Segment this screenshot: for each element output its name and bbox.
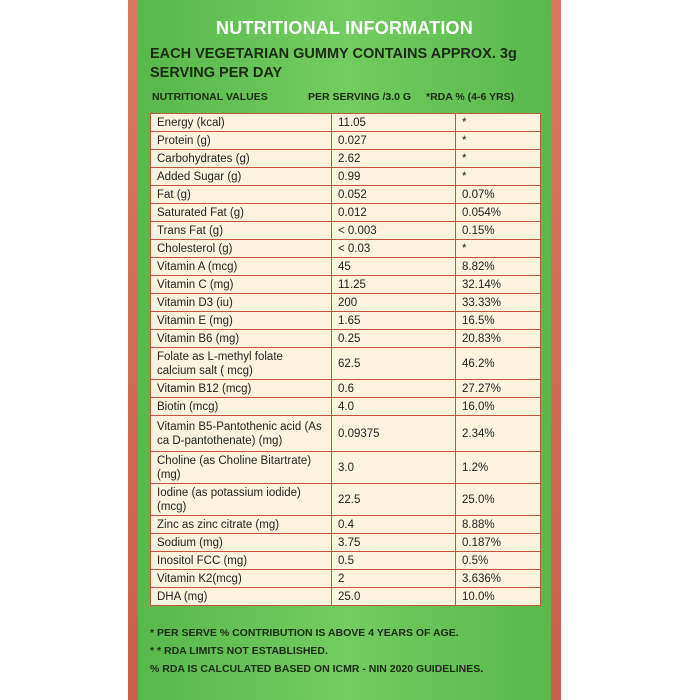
per-serving-value: 2.62 bbox=[332, 150, 456, 167]
table-row bbox=[151, 114, 540, 132]
header-rda: *RDA % (4-6 YRS) bbox=[426, 91, 515, 103]
header-nutritional-values: NUTRITIONAL VALUES bbox=[152, 91, 268, 103]
label-title: NUTRITIONAL INFORMATION bbox=[216, 18, 473, 38]
per-serving-value: < 0.03 bbox=[332, 240, 456, 257]
per-serving-value: 11.25 bbox=[332, 276, 456, 293]
rda-value: 20.83% bbox=[462, 332, 502, 345]
table-row bbox=[151, 516, 540, 534]
table-row bbox=[151, 484, 540, 516]
footnote-line: * * RDA LIMITS NOT ESTABLISHED. bbox=[150, 645, 328, 657]
per-serving-value: 0.052 bbox=[332, 186, 456, 203]
header-per-serving: PER SERVING /3.0 G bbox=[308, 91, 412, 103]
table-row bbox=[151, 534, 540, 552]
rda-value: 1.2% bbox=[462, 461, 489, 474]
nutrient-name: Vitamin B6 (mg) bbox=[151, 330, 332, 347]
table-row bbox=[151, 380, 540, 398]
nutrient-name: Vitamin K2(mcg) bbox=[151, 570, 332, 587]
footnotes bbox=[150, 624, 545, 678]
nutrient-name: Added Sugar (g) bbox=[151, 168, 332, 185]
serving-line-2: SERVING PER DAY bbox=[150, 65, 283, 81]
table-row bbox=[151, 168, 540, 186]
nutrient-name: Vitamin A (mcg) bbox=[151, 258, 332, 275]
nutrient-name: Cholesterol (g) bbox=[151, 240, 332, 257]
rda-value: * bbox=[462, 170, 467, 183]
rda-value: 0.5% bbox=[462, 554, 489, 567]
nutrient-name: Choline (as Choline Bitartrate) (mg) bbox=[151, 452, 332, 483]
per-serving-value: 62.5 bbox=[332, 348, 456, 379]
nutrient-name: Protein (g) bbox=[151, 132, 332, 149]
table-row bbox=[151, 186, 540, 204]
nutrition-label-panel bbox=[138, 0, 551, 700]
nutrient-name: Energy (kcal) bbox=[151, 114, 332, 131]
per-serving-value: 0.027 bbox=[332, 132, 456, 149]
nutrient-name: Iodine (as potassium iodide)(mcg) bbox=[151, 484, 332, 515]
per-serving-value: 11.05 bbox=[332, 114, 456, 131]
table-row bbox=[151, 222, 540, 240]
per-serving-value: 3.75 bbox=[332, 534, 456, 551]
table-row bbox=[151, 294, 540, 312]
rda-value: 0.07% bbox=[462, 188, 495, 201]
rda-value: 8.88% bbox=[462, 518, 495, 531]
rda-value: 46.2% bbox=[462, 357, 495, 370]
per-serving-value: 45 bbox=[332, 258, 456, 275]
rda-value: 33.33% bbox=[462, 296, 502, 309]
per-serving-value: 0.5 bbox=[332, 552, 456, 569]
per-serving-value: 0.6 bbox=[332, 380, 456, 397]
table-row bbox=[151, 348, 540, 380]
per-serving-value: 0.4 bbox=[332, 516, 456, 533]
per-serving-value: 0.012 bbox=[332, 204, 456, 221]
rda-value: * bbox=[462, 152, 467, 165]
rda-value: * bbox=[462, 116, 467, 129]
nutrient-name: Folate as L-methyl folate calcium salt ( mcg) bbox=[151, 348, 332, 379]
per-serving-value: 2 bbox=[332, 570, 456, 587]
left-border-strip bbox=[128, 0, 138, 700]
footnote-line: * PER SERVE % CONTRIBUTION IS ABOVE 4 YEARS OF AGE. bbox=[150, 627, 459, 639]
rda-value: 3.636% bbox=[462, 572, 502, 585]
nutrient-name: Vitamin B5-Pantothenic acid (As ca D-pantothenate) (mg) bbox=[151, 416, 332, 451]
per-serving-value: 22.5 bbox=[332, 484, 456, 515]
nutrition-table bbox=[150, 113, 541, 606]
rda-value: 0.187% bbox=[462, 536, 502, 549]
rda-value: 0.054% bbox=[462, 206, 502, 219]
right-border-strip bbox=[551, 0, 561, 700]
per-serving-value: 200 bbox=[332, 294, 456, 311]
table-row bbox=[151, 398, 540, 416]
nutrient-name: Vitamin C (mg) bbox=[151, 276, 332, 293]
rda-value: 32.14% bbox=[462, 278, 502, 291]
rda-value: 16.0% bbox=[462, 400, 495, 413]
nutrient-name: Fat (g) bbox=[151, 186, 332, 203]
nutrient-name: Inositol FCC (mg) bbox=[151, 552, 332, 569]
table-row bbox=[151, 452, 540, 484]
nutrient-name: Saturated Fat (g) bbox=[151, 204, 332, 221]
nutrient-name: Vitamin D3 (iu) bbox=[151, 294, 332, 311]
per-serving-value: 0.09375 bbox=[332, 416, 456, 451]
table-row bbox=[151, 312, 540, 330]
per-serving-value: 0.25 bbox=[332, 330, 456, 347]
per-serving-value: 25.0 bbox=[332, 588, 456, 605]
table-row bbox=[151, 588, 540, 605]
per-serving-value: 1.65 bbox=[332, 312, 456, 329]
nutrient-name: Biotin (mcg) bbox=[151, 398, 332, 415]
serving-line-1: EACH VEGETARIAN GUMMY CONTAINS APPROX. 3g bbox=[150, 46, 517, 62]
serving-description bbox=[150, 45, 543, 83]
footnote-line: % RDA IS CALCULATED BASED ON ICMR - NIN 2020 GUIDELINES. bbox=[150, 663, 484, 675]
table-row bbox=[151, 258, 540, 276]
table-row bbox=[151, 276, 540, 294]
nutrient-name: Sodium (mg) bbox=[151, 534, 332, 551]
rda-value: 8.82% bbox=[462, 260, 495, 273]
rda-value: 25.0% bbox=[462, 493, 495, 506]
nutrient-name: Zinc as zinc citrate (mg) bbox=[151, 516, 332, 533]
nutrient-name: DHA (mg) bbox=[151, 588, 332, 605]
per-serving-value: 3.0 bbox=[332, 452, 456, 483]
table-row bbox=[151, 240, 540, 258]
nutrient-name: Vitamin E (mg) bbox=[151, 312, 332, 329]
rda-value: 16.5% bbox=[462, 314, 495, 327]
nutrient-name: Carbohydrates (g) bbox=[151, 150, 332, 167]
rda-value: * bbox=[462, 242, 467, 255]
table-row bbox=[151, 416, 540, 452]
rda-value: 27.27% bbox=[462, 382, 502, 395]
table-row bbox=[151, 570, 540, 588]
nutrient-name: Vitamin B12 (mcg) bbox=[151, 380, 332, 397]
rda-value: 0.15% bbox=[462, 224, 495, 237]
per-serving-value: 4.0 bbox=[332, 398, 456, 415]
rda-value: 10.0% bbox=[462, 590, 495, 603]
rda-value: * bbox=[462, 134, 467, 147]
rda-value: 2.34% bbox=[462, 427, 495, 440]
table-row bbox=[151, 204, 540, 222]
table-row bbox=[151, 552, 540, 570]
table-row bbox=[151, 132, 540, 150]
nutrient-name: Trans Fat (g) bbox=[151, 222, 332, 239]
per-serving-value: 0.99 bbox=[332, 168, 456, 185]
table-row bbox=[151, 150, 540, 168]
table-row bbox=[151, 330, 540, 348]
per-serving-value: < 0.003 bbox=[332, 222, 456, 239]
